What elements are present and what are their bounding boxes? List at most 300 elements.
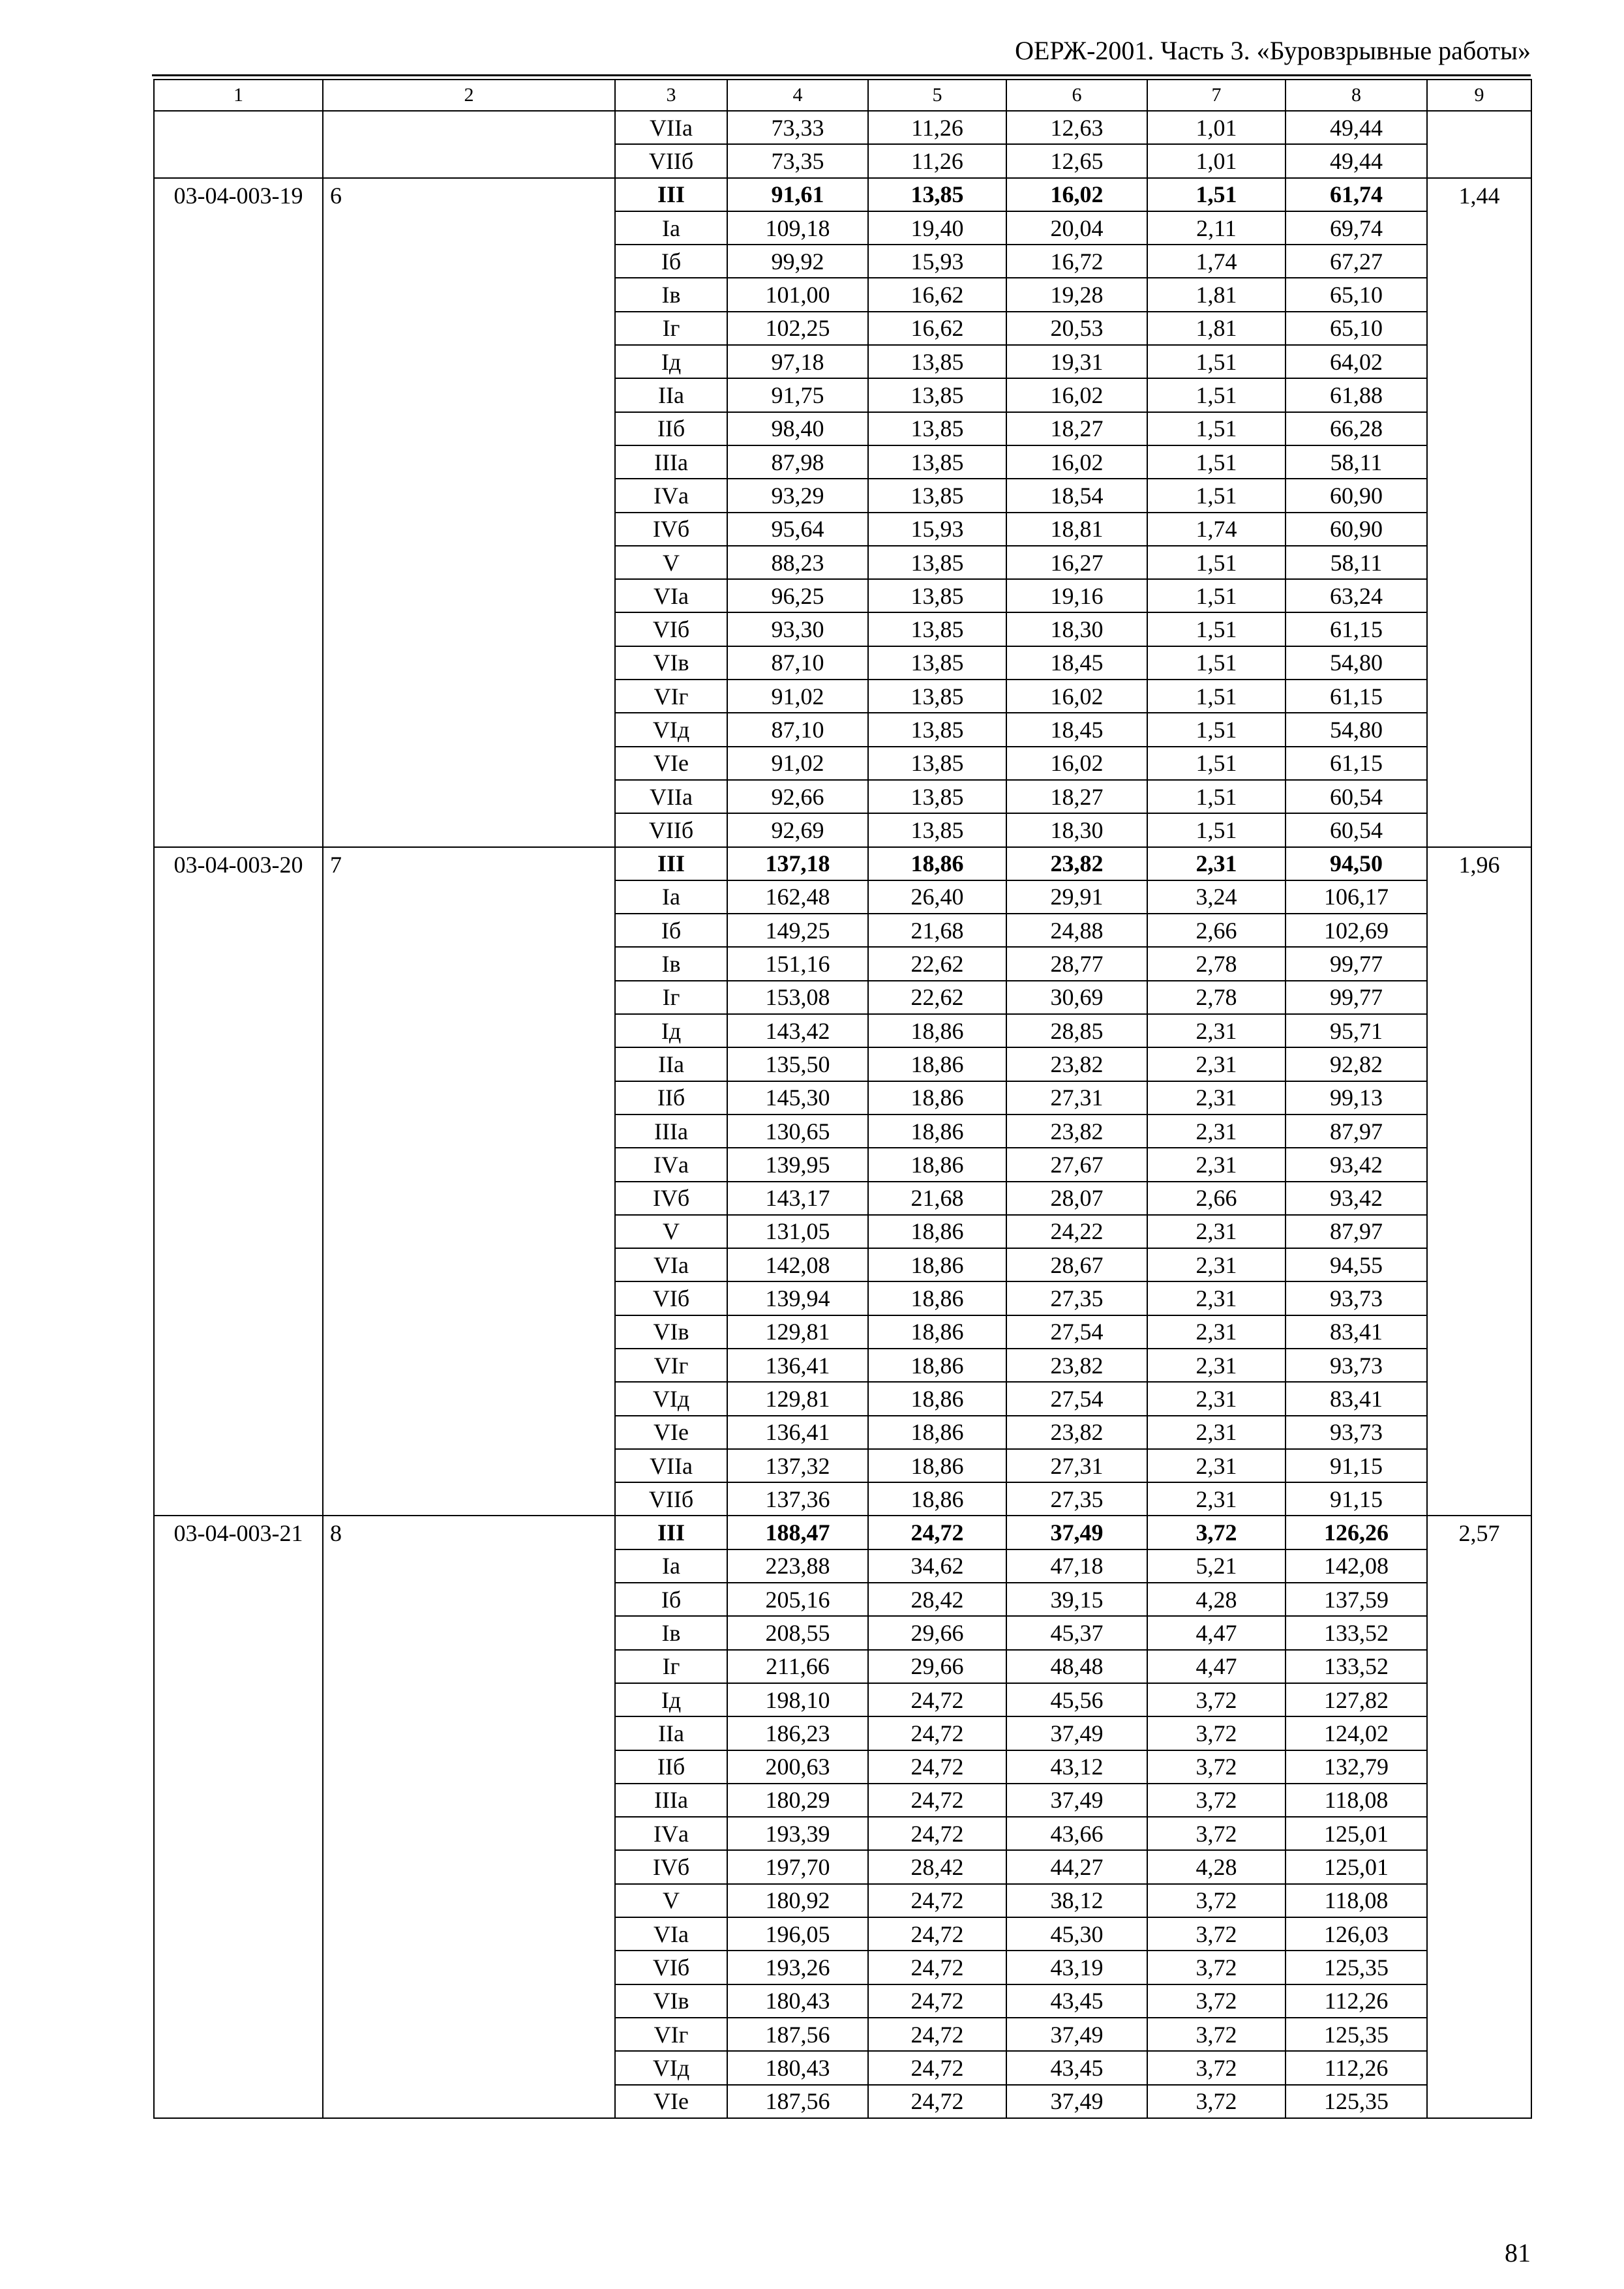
col7-cell: 3,72	[1147, 1817, 1286, 1850]
col8-cell: 61,74	[1286, 178, 1427, 211]
col6-cell: 23,82	[1006, 1416, 1147, 1449]
zone-cell: Iб	[615, 1583, 727, 1616]
zone-cell: IVа	[615, 1148, 727, 1181]
col7-cell: 3,72	[1147, 2051, 1286, 2084]
col4-cell: 131,05	[727, 1215, 868, 1248]
col4-cell: 129,81	[727, 1315, 868, 1349]
col8-cell: 65,10	[1286, 312, 1427, 345]
col8-cell: 142,08	[1286, 1549, 1427, 1583]
page-header-title: ОЕРЖ-2001. Часть 3. «Буровзрывные работы»	[1015, 36, 1531, 65]
col7-cell: 1,51	[1147, 345, 1286, 378]
col7-cell: 3,72	[1147, 1884, 1286, 1917]
col5-cell: 28,42	[868, 1583, 1006, 1616]
zone-cell: VIб	[615, 1951, 727, 1984]
zone-cell: VIIа	[615, 1449, 727, 1482]
col8-cell: 112,26	[1286, 2051, 1427, 2084]
col8-cell: 118,08	[1286, 1884, 1427, 1917]
col4-cell: 162,48	[727, 880, 868, 914]
col5-cell: 24,72	[868, 1784, 1006, 1817]
col6-cell: 18,45	[1006, 713, 1147, 746]
column-number-cell: 5	[868, 80, 1006, 111]
col4-cell: 96,25	[727, 579, 868, 612]
col8-cell: 99,77	[1286, 947, 1427, 980]
zone-cell: VIб	[615, 1281, 727, 1315]
zone-cell: Iб	[615, 245, 727, 278]
zone-cell: VIг	[615, 680, 727, 713]
col4-cell: 180,92	[727, 1884, 868, 1917]
col8-cell: 61,15	[1286, 747, 1427, 780]
col7-cell: 1,74	[1147, 513, 1286, 546]
col6-cell: 30,69	[1006, 981, 1147, 1014]
col6-cell: 37,49	[1006, 2085, 1147, 2118]
col6-cell: 18,54	[1006, 479, 1147, 512]
col6-cell: 37,49	[1006, 1516, 1147, 1549]
col7-cell: 2,78	[1147, 947, 1286, 980]
col7-cell: 2,31	[1147, 1416, 1286, 1449]
col8-cell: 93,73	[1286, 1281, 1427, 1315]
col8-cell: 63,24	[1286, 579, 1427, 612]
col5-cell: 21,68	[868, 914, 1006, 947]
col5-cell: 22,62	[868, 981, 1006, 1014]
col9-cell: 1,96	[1427, 847, 1531, 1516]
col6-cell: 12,63	[1006, 111, 1147, 144]
zone-cell: IIб	[615, 1081, 727, 1115]
col8-cell: 65,10	[1286, 278, 1427, 311]
zone-cell: Iг	[615, 312, 727, 345]
col6-cell: 19,16	[1006, 579, 1147, 612]
col6-cell: 27,54	[1006, 1315, 1147, 1349]
col8-cell: 61,15	[1286, 612, 1427, 646]
col6-cell: 45,56	[1006, 1683, 1147, 1716]
zone-cell: VIг	[615, 2018, 727, 2051]
col8-cell: 125,35	[1286, 1951, 1427, 1984]
zone-cell: IIб	[615, 1750, 727, 1784]
col6-cell: 28,85	[1006, 1014, 1147, 1047]
col5-cell: 13,85	[868, 412, 1006, 445]
header-rule	[152, 74, 1531, 76]
col6-cell: 44,27	[1006, 1850, 1147, 1883]
col7-cell: 2,31	[1147, 1482, 1286, 1516]
col6-cell: 28,07	[1006, 1182, 1147, 1215]
col4-cell: 205,16	[727, 1583, 868, 1616]
col4-cell: 186,23	[727, 1716, 868, 1750]
zone-cell: VIе	[615, 1416, 727, 1449]
col6-cell: 16,02	[1006, 378, 1147, 411]
code-cell: 03-04-003-20	[154, 847, 323, 1516]
zone-cell: Iа	[615, 1549, 727, 1583]
col6-cell: 18,81	[1006, 513, 1147, 546]
column-number-cell: 3	[615, 80, 727, 111]
col8-cell: 94,50	[1286, 847, 1427, 880]
col5-cell: 24,72	[868, 2085, 1006, 2118]
col4-cell: 180,43	[727, 2051, 868, 2084]
col6-cell: 18,45	[1006, 646, 1147, 680]
col8-cell: 102,69	[1286, 914, 1427, 947]
zone-cell: III	[615, 178, 727, 211]
col7-cell: 3,72	[1147, 1683, 1286, 1716]
col7-cell: 4,28	[1147, 1850, 1286, 1883]
zone-cell: V	[615, 546, 727, 579]
col5-cell: 18,86	[868, 1014, 1006, 1047]
col8-cell: 58,11	[1286, 445, 1427, 479]
col4-cell: 98,40	[727, 412, 868, 445]
table-row	[154, 1516, 1531, 1549]
col7-cell: 4,47	[1147, 1616, 1286, 1649]
col7-cell: 2,31	[1147, 1215, 1286, 1248]
col5-cell: 21,68	[868, 1182, 1006, 1215]
col6-cell: 16,02	[1006, 178, 1147, 211]
col5-cell: 13,85	[868, 345, 1006, 378]
col7-cell: 3,72	[1147, 1716, 1286, 1750]
zone-cell: IIа	[615, 1716, 727, 1750]
col6-cell: 43,66	[1006, 1817, 1147, 1850]
col8-cell: 64,02	[1286, 345, 1427, 378]
col6-cell: 18,27	[1006, 780, 1147, 813]
col4-cell: 188,47	[727, 1516, 868, 1549]
col7-cell: 2,31	[1147, 847, 1286, 880]
col4-cell: 129,81	[727, 1382, 868, 1415]
col6-cell: 38,12	[1006, 1884, 1147, 1917]
col5-cell: 16,62	[868, 312, 1006, 345]
col8-cell: 49,44	[1286, 111, 1427, 144]
col4-cell: 109,18	[727, 211, 868, 245]
col5-cell: 18,86	[868, 1382, 1006, 1415]
col4-cell: 137,36	[727, 1482, 868, 1516]
col4-cell: 91,61	[727, 178, 868, 211]
zone-cell: VIв	[615, 646, 727, 680]
col7-cell: 2,31	[1147, 1047, 1286, 1081]
col5-cell: 24,72	[868, 1716, 1006, 1750]
col4-cell: 208,55	[727, 1616, 868, 1649]
col8-cell: 69,74	[1286, 211, 1427, 245]
table-row	[154, 847, 1531, 880]
col5-cell: 13,85	[868, 479, 1006, 512]
col7-cell: 1,51	[1147, 479, 1286, 512]
zone-cell: III	[615, 1516, 727, 1549]
price-table	[153, 79, 1532, 2119]
col7-cell: 4,47	[1147, 1650, 1286, 1683]
zone-cell: IVб	[615, 1182, 727, 1215]
col5-cell: 24,72	[868, 1750, 1006, 1784]
column-number-cell: 2	[323, 80, 615, 111]
col6-cell: 16,02	[1006, 747, 1147, 780]
col7-cell: 4,28	[1147, 1583, 1286, 1616]
col7-cell: 1,51	[1147, 546, 1286, 579]
col5-cell: 34,62	[868, 1549, 1006, 1583]
col4-cell: 87,10	[727, 646, 868, 680]
col6-cell: 43,45	[1006, 1984, 1147, 2018]
col5-cell: 13,85	[868, 747, 1006, 780]
col6-cell: 39,15	[1006, 1583, 1147, 1616]
col8-cell: 60,54	[1286, 813, 1427, 846]
col7-cell: 1,51	[1147, 579, 1286, 612]
col4-cell: 136,41	[727, 1416, 868, 1449]
col4-cell: 142,08	[727, 1248, 868, 1281]
col5-cell: 18,86	[868, 1115, 1006, 1148]
zone-cell: VIIа	[615, 780, 727, 813]
col7-cell: 1,81	[1147, 312, 1286, 345]
col5-cell: 22,62	[868, 947, 1006, 980]
col8-cell: 126,03	[1286, 1917, 1427, 1951]
col8-cell: 125,35	[1286, 2018, 1427, 2051]
zone-cell: IVб	[615, 1850, 727, 1883]
col4-cell: 136,41	[727, 1349, 868, 1382]
zone-cell: VIIб	[615, 813, 727, 846]
col4-cell: 97,18	[727, 345, 868, 378]
col9-cell: 1,44	[1427, 178, 1531, 847]
zone-cell: IIа	[615, 1047, 727, 1081]
col5-cell: 18,86	[868, 1281, 1006, 1315]
col8-cell: 49,44	[1286, 144, 1427, 177]
col5-cell: 13,85	[868, 445, 1006, 479]
col8-cell: 112,26	[1286, 1984, 1427, 2018]
col5-cell: 28,42	[868, 1850, 1006, 1883]
zone-cell: VIа	[615, 1917, 727, 1951]
zone-cell: VIв	[615, 1315, 727, 1349]
col5-cell: 13,85	[868, 378, 1006, 411]
zone-cell: VIг	[615, 1349, 727, 1382]
col4-cell: 87,98	[727, 445, 868, 479]
col5-cell: 13,85	[868, 780, 1006, 813]
col6-cell: 47,18	[1006, 1549, 1147, 1583]
col5-cell: 13,85	[868, 713, 1006, 746]
page-number: 81	[1505, 2238, 1531, 2267]
col8-cell: 67,27	[1286, 245, 1427, 278]
col5-cell: 19,40	[868, 211, 1006, 245]
col5-cell: 18,86	[868, 1449, 1006, 1482]
col5-cell: 18,86	[868, 1215, 1006, 1248]
col4-cell: 102,25	[727, 312, 868, 345]
col7-cell: 1,51	[1147, 378, 1286, 411]
col8-cell: 93,73	[1286, 1349, 1427, 1382]
table-row	[154, 111, 1531, 144]
col4-cell: 145,30	[727, 1081, 868, 1115]
col7-cell: 2,31	[1147, 1382, 1286, 1415]
col7-cell: 2,66	[1147, 1182, 1286, 1215]
col8-cell: 87,97	[1286, 1215, 1427, 1248]
col8-cell: 93,42	[1286, 1148, 1427, 1181]
zone-cell: Iв	[615, 947, 727, 980]
col6-cell: 20,04	[1006, 211, 1147, 245]
col6-cell: 19,28	[1006, 278, 1147, 311]
zone-cell: Iг	[615, 981, 727, 1014]
group-number-cell	[323, 111, 615, 178]
col5-cell: 18,86	[868, 1148, 1006, 1181]
zone-cell: VIд	[615, 1382, 727, 1415]
zone-cell: Iв	[615, 278, 727, 311]
col4-cell: 99,92	[727, 245, 868, 278]
col6-cell: 23,82	[1006, 1115, 1147, 1148]
col4-cell: 187,56	[727, 2085, 868, 2118]
col7-cell: 2,31	[1147, 1349, 1286, 1382]
col5-cell: 18,86	[868, 847, 1006, 880]
col8-cell: 95,71	[1286, 1014, 1427, 1047]
zone-cell: IIа	[615, 378, 727, 411]
col4-cell: 139,95	[727, 1148, 868, 1181]
col7-cell: 2,78	[1147, 981, 1286, 1014]
zone-cell: Iа	[615, 211, 727, 245]
zone-cell: Iд	[615, 1014, 727, 1047]
table-row	[154, 178, 1531, 211]
zone-cell: VIб	[615, 612, 727, 646]
col5-cell: 13,85	[868, 178, 1006, 211]
code-cell: 03-04-003-19	[154, 178, 323, 847]
col7-cell: 1,81	[1147, 278, 1286, 311]
zone-cell: IIIа	[615, 1784, 727, 1817]
col7-cell: 2,31	[1147, 1248, 1286, 1281]
code-cell	[154, 111, 323, 178]
col4-cell: 73,35	[727, 144, 868, 177]
col8-cell: 61,88	[1286, 378, 1427, 411]
zone-cell: Iа	[615, 880, 727, 914]
col5-cell: 26,40	[868, 880, 1006, 914]
col5-cell: 24,72	[868, 1516, 1006, 1549]
col7-cell: 2,31	[1147, 1315, 1286, 1349]
col5-cell: 15,93	[868, 245, 1006, 278]
col5-cell: 13,85	[868, 579, 1006, 612]
col7-cell: 2,11	[1147, 211, 1286, 245]
col7-cell: 1,51	[1147, 445, 1286, 479]
group-number-cell: 6	[323, 178, 615, 847]
col7-cell: 1,01	[1147, 111, 1286, 144]
col5-cell: 29,66	[868, 1616, 1006, 1649]
col4-cell: 197,70	[727, 1850, 868, 1883]
col4-cell: 139,94	[727, 1281, 868, 1315]
col7-cell: 1,51	[1147, 646, 1286, 680]
col7-cell: 5,21	[1147, 1549, 1286, 1583]
col8-cell: 94,55	[1286, 1248, 1427, 1281]
column-number-row	[154, 80, 1531, 111]
group-number-cell: 7	[323, 847, 615, 1516]
col5-cell: 13,85	[868, 680, 1006, 713]
col7-cell: 1,51	[1147, 780, 1286, 813]
col6-cell: 23,82	[1006, 847, 1147, 880]
col5-cell: 18,86	[868, 1081, 1006, 1115]
col6-cell: 16,02	[1006, 680, 1147, 713]
col6-cell: 27,35	[1006, 1281, 1147, 1315]
col7-cell: 3,72	[1147, 1951, 1286, 1984]
col5-cell: 24,72	[868, 1917, 1006, 1951]
col7-cell: 3,72	[1147, 1784, 1286, 1817]
col7-cell: 1,51	[1147, 680, 1286, 713]
col6-cell: 43,19	[1006, 1951, 1147, 1984]
zone-cell: Iв	[615, 1616, 727, 1649]
col4-cell: 196,05	[727, 1917, 868, 1951]
col8-cell: 60,90	[1286, 513, 1427, 546]
col7-cell: 1,01	[1147, 144, 1286, 177]
col4-cell: 93,29	[727, 479, 868, 512]
col4-cell: 149,25	[727, 914, 868, 947]
col6-cell: 48,48	[1006, 1650, 1147, 1683]
zone-cell: VIд	[615, 713, 727, 746]
col4-cell: 223,88	[727, 1549, 868, 1583]
zone-cell: IIIа	[615, 1115, 727, 1148]
col6-cell: 28,77	[1006, 947, 1147, 980]
col7-cell: 1,51	[1147, 813, 1286, 846]
zone-cell: VIд	[615, 2051, 727, 2084]
col4-cell: 180,29	[727, 1784, 868, 1817]
col6-cell: 27,35	[1006, 1482, 1147, 1516]
col4-cell: 153,08	[727, 981, 868, 1014]
col7-cell: 3,72	[1147, 1516, 1286, 1549]
col8-cell: 93,73	[1286, 1416, 1427, 1449]
col7-cell: 3,24	[1147, 880, 1286, 914]
col6-cell: 24,88	[1006, 914, 1147, 947]
col7-cell: 3,72	[1147, 2018, 1286, 2051]
col9-cell: 2,57	[1427, 1516, 1531, 2117]
col5-cell: 13,85	[868, 546, 1006, 579]
col7-cell: 1,51	[1147, 747, 1286, 780]
zone-cell: V	[615, 1884, 727, 1917]
col8-cell: 91,15	[1286, 1449, 1427, 1482]
zone-cell: IIб	[615, 412, 727, 445]
code-cell: 03-04-003-21	[154, 1516, 323, 2117]
col8-cell: 125,01	[1286, 1850, 1427, 1883]
col5-cell: 18,86	[868, 1315, 1006, 1349]
col7-cell: 1,51	[1147, 612, 1286, 646]
col7-cell: 2,31	[1147, 1081, 1286, 1115]
zone-cell: IVа	[615, 479, 727, 512]
col4-cell: 92,66	[727, 780, 868, 813]
group-number-cell: 8	[323, 1516, 615, 2117]
col8-cell: 132,79	[1286, 1750, 1427, 1784]
col6-cell: 37,49	[1006, 2018, 1147, 2051]
column-number-cell: 8	[1286, 80, 1427, 111]
col6-cell: 19,31	[1006, 345, 1147, 378]
col8-cell: 87,97	[1286, 1115, 1427, 1148]
col7-cell: 2,31	[1147, 1449, 1286, 1482]
col8-cell: 125,01	[1286, 1817, 1427, 1850]
col8-cell: 60,90	[1286, 479, 1427, 512]
col7-cell: 1,51	[1147, 178, 1286, 211]
zone-cell: VIа	[615, 1248, 727, 1281]
col8-cell: 125,35	[1286, 2085, 1427, 2118]
col4-cell: 101,00	[727, 278, 868, 311]
col6-cell: 20,53	[1006, 312, 1147, 345]
col6-cell: 27,31	[1006, 1449, 1147, 1482]
col8-cell: 93,42	[1286, 1182, 1427, 1215]
col8-cell: 127,82	[1286, 1683, 1427, 1716]
column-number-cell: 9	[1427, 80, 1531, 111]
col8-cell: 124,02	[1286, 1716, 1427, 1750]
zone-cell: V	[615, 1215, 727, 1248]
col4-cell: 137,32	[727, 1449, 868, 1482]
col6-cell: 45,30	[1006, 1917, 1147, 1951]
col5-cell: 13,85	[868, 612, 1006, 646]
zone-cell: VIIб	[615, 144, 727, 177]
col7-cell: 2,31	[1147, 1014, 1286, 1047]
zone-cell: IVа	[615, 1817, 727, 1850]
column-number-cell: 4	[727, 80, 868, 111]
zone-cell: VIе	[615, 2085, 727, 2118]
zone-cell: VIв	[615, 1984, 727, 2018]
col4-cell: 137,18	[727, 847, 868, 880]
col4-cell: 91,02	[727, 747, 868, 780]
col5-cell: 24,72	[868, 2018, 1006, 2051]
col6-cell: 28,67	[1006, 1248, 1147, 1281]
zone-cell: Iд	[615, 1683, 727, 1716]
col5-cell: 13,85	[868, 813, 1006, 846]
col8-cell: 58,11	[1286, 546, 1427, 579]
col8-cell: 83,41	[1286, 1382, 1427, 1415]
col4-cell: 187,56	[727, 2018, 868, 2051]
col6-cell: 37,49	[1006, 1716, 1147, 1750]
table-body	[154, 80, 1531, 2118]
col8-cell: 99,77	[1286, 981, 1427, 1014]
col8-cell: 126,26	[1286, 1516, 1427, 1549]
col9-cell	[1427, 111, 1531, 178]
col7-cell: 3,72	[1147, 2085, 1286, 2118]
